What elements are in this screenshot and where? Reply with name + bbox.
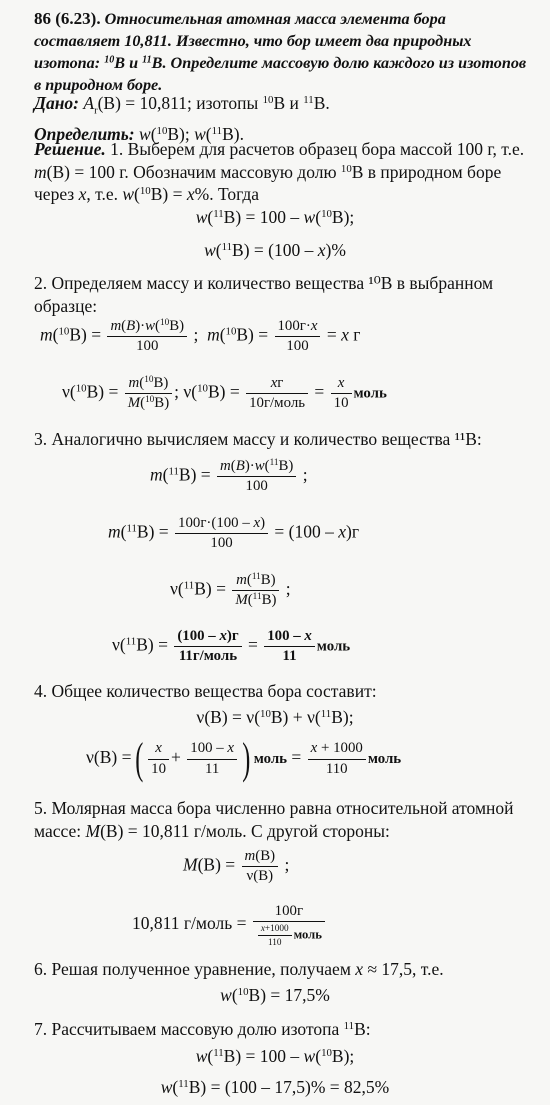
equation-nu11: ν($^{11}$B) = $\frac{(100 - x)г}{\text{11г/моль}}$ = $\frac{100 - x}{11}$ моль [112, 628, 351, 665]
problem-number: 86 (6.23). [34, 9, 101, 28]
solution-step-6: 6. Решая полученное уравнение, получаем x ≈ 17,5, т.е. [34, 959, 444, 979]
equation-w11-b: w($^{11}$B) = (100 – x)% [204, 240, 346, 260]
equation-nu-total: ν(B) = ν($^{10}$B) + ν($^{11}$B); [196, 707, 354, 727]
solution-step-4: 4. Общее количество вещества бора составит: [34, 681, 377, 701]
given-label: Дано: [34, 93, 79, 113]
equation-nu11-general: ν($^{11}$B) = $\frac{m(^{11}B)}{M(^{11}B)}$ ; [170, 570, 291, 609]
equation-m10: m($^{10}$B) = $\frac{m(B)\cdot w(^{10}B)}{100}$ ; m($^{10}$B) = $\frac{100г\cdot x}{100}$ = x г [40, 316, 361, 355]
equation-nu-sum: ν(B) =( $\frac{x}{10}$ + $\frac{100 - x}{11}$ ) моль = $\frac{x + 1000}{110}$ моль [86, 734, 402, 783]
equation-w11-result: w($^{11}$B) = (100 – 17,5)% = 82,5% [160, 1077, 390, 1097]
equation-w11-calc: w($^{11}$B) = 100 – w($^{10}$B); [195, 1046, 355, 1066]
solution-label: Решение. [34, 139, 106, 159]
equation-m11-general: m($^{11}$B) = $\frac{m(B)\cdot w(^{11}B)}{100}$ ; [150, 456, 308, 495]
solution-step-1: Решение. 1. Выберем для расчетов образец бора массой 100 г, т.е. m(B) = 100 г. Обозначим массовую долю $^{10}$B в природном боре через x, т.е. w($^{10}$B) = x%. Тогда [34, 139, 525, 204]
solution-step-2: 2. Определяем массу и количество вещества ¹⁰B в выбранном образце: [34, 273, 494, 316]
equation-molar-mass: M(B) = $\frac{m(B)}{\nu(B)}$ ; [183, 848, 290, 885]
equation-w11-a: w($^{11}$B) = 100 – w($^{10}$B); [195, 207, 355, 227]
given-section: Дано: $A_r(B) = 10,811$; изотопы $^{10}$B и $^{11}$B. Определить: w($^{10}$B); w($^{11}$B). [34, 93, 330, 144]
find-label: Определить: [34, 123, 135, 144]
solution-step-5: 5. Молярная масса бора численно равна относительной атомной массе: M(B) = 10,811 г/моль. С другой стороны: [34, 798, 514, 841]
problem-statement: 86 (6.23). Относительная атомная масса элемента бора составляет 10,811. Известно, что бор имеет два природных изотопа: $^{10}$B и $^{11}$B. Определите массовую долю каждого из изотопов в природном боре. [34, 9, 527, 94]
solution-step-3: 3. Аналогично вычисляем массу и количество вещества ¹¹B: [34, 429, 482, 449]
solution-step-7: 7. Рассчитываем массовую долю изотопа $^{11}$B: [34, 1019, 371, 1039]
equation-m11: m($^{11}$B) = $\frac{100г\cdot(100 - x)}{100}$ = (100 – x)г [108, 515, 360, 552]
equation-w10-result: w($^{10}$B) = 17,5% [220, 985, 330, 1005]
equation-nu10: ν($^{10}$B) = $\frac{m(^{10}B)}{M(^{10}B)}$ ; ν($^{10}$B) = $\frac{xг}{\text{10г/моль}}$ = $\frac{x}{10}$ моль [62, 373, 387, 412]
equation-final: 10,811 г/моль = 100г $\frac{x+1000}{110}$ моль [132, 903, 327, 947]
